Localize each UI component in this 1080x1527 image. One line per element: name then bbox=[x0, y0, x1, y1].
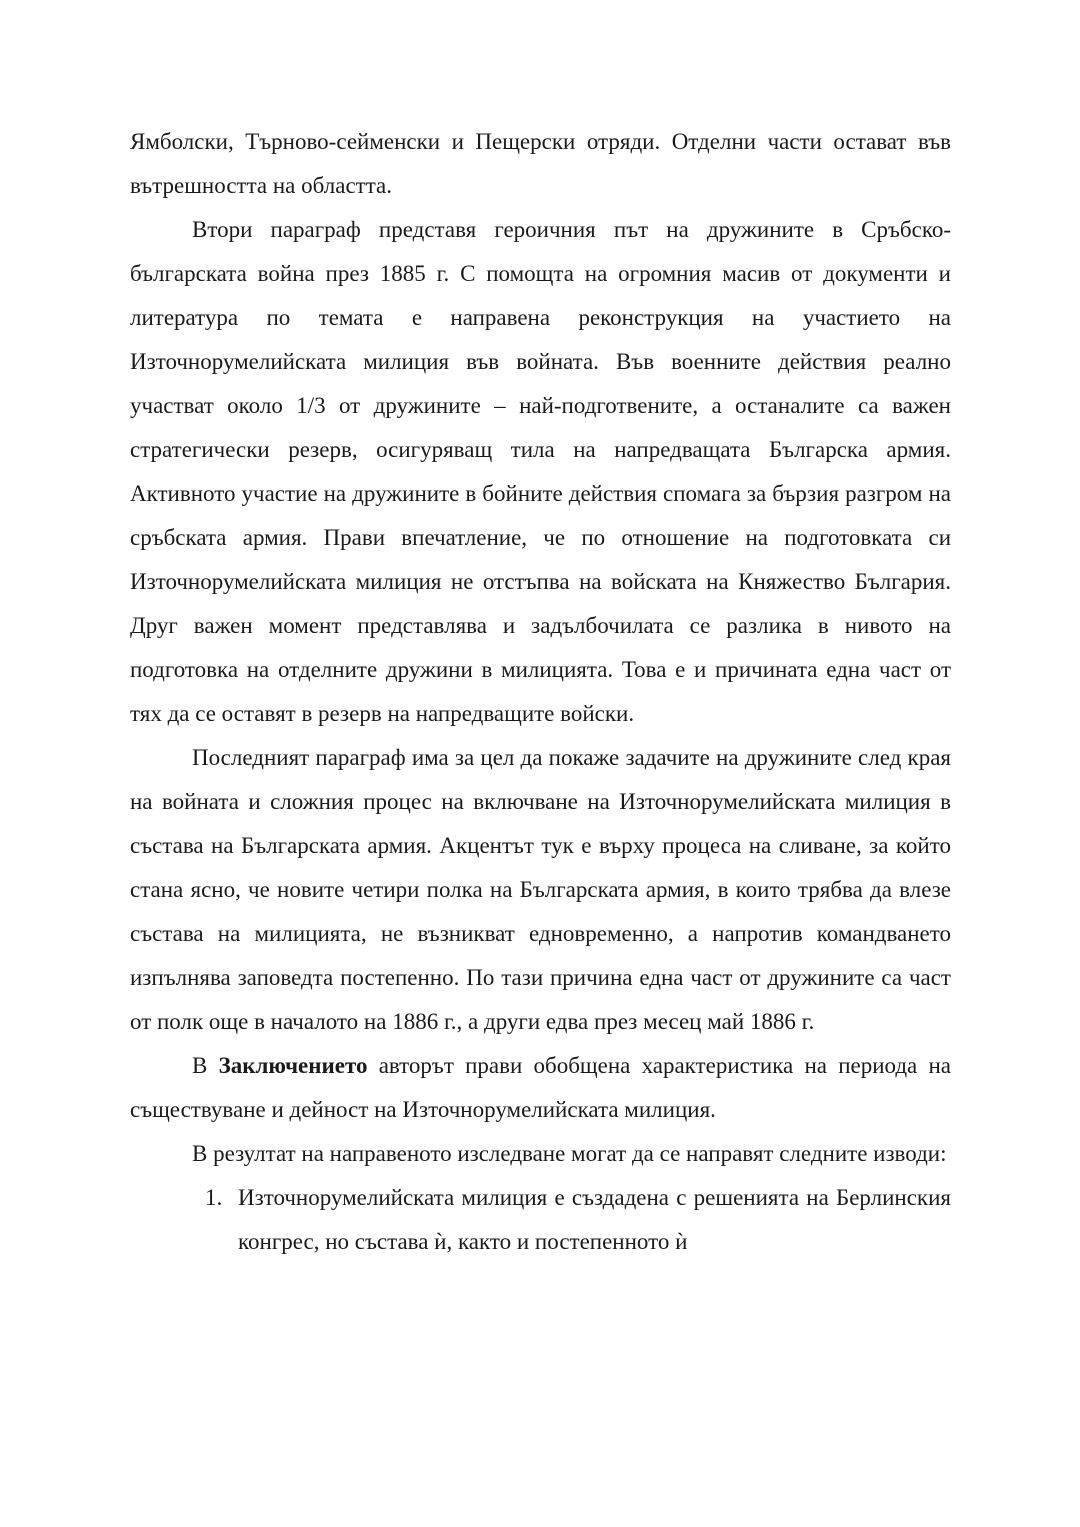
paragraph-continuation: Ямболски, Търново-сейменски и Пещерски отряди. Отделни части остават във вътрешността на областта. bbox=[130, 129, 951, 198]
paragraph-second-section: Втори параграф представя героичния път на дружините в Сръбско-българската война през 1885 г. С помощта на огромния масив от документи и литература по темата е направена реконструкция на участието на Източнорумелийската милиция във войната. Във военните действия реално участват около 1/3 от дружините – най-подготвените, а останалите са важен стратегически резерв, осигуряващ тила на напредващата Българска армия. Активното участие на дружините в бойните действия спомага за бързия разгром на сръбската армия. Прави впечатление, че по отношение на подготовката си Източнорумелийската милиция не отстъпва на войската на Княжество България. Друг важен момент представлява и задълбочилата се разлика в нивото на подготовка на отделните дружини в милицията. Това е и причината една част от тях да се оставят в резерв на напредващите войски. bbox=[130, 217, 951, 726]
paragraph-last-section: Последният параграф има за цел да покаже задачите на дружините след края на войната и сложния процес на включване на Източнорумелийската милиция в състава на Българската армия. Акцентът тук е върху процеса на сливане, за който стана ясно, че новите четири полка на Българската армия, в които трябва да влезе състава на милицията, не възникват едновременно, а напротив командването изпълнява заповедта постепенно. По тази причина една част от дружините са част от полк още в началото на 1886 г., а други едва през месец май 1886 г. bbox=[130, 745, 951, 1034]
findings-list bbox=[130, 1176, 951, 1264]
conclusion-heading: Заключението bbox=[218, 1053, 368, 1078]
paragraph-findings-intro: В резултат на направеното изследване могат да се направят следните изводи: bbox=[192, 1141, 947, 1166]
list-item-number: 1. bbox=[205, 1185, 223, 1210]
list-item bbox=[130, 1176, 951, 1264]
list-item-text: Източнорумелийската милиция е създадена с решенията на Берлинския конгрес, но състава ѝ, както и постепенното ѝ bbox=[238, 1185, 951, 1254]
conclusion-text: авторът прави обобщена характеристика на периода на съществуване и дейност на Източнорумелийската милиция. bbox=[130, 1053, 952, 1122]
paragraph-conclusion bbox=[130, 1044, 951, 1132]
document-page bbox=[130, 120, 951, 1264]
conclusion-lead: В bbox=[192, 1053, 219, 1078]
